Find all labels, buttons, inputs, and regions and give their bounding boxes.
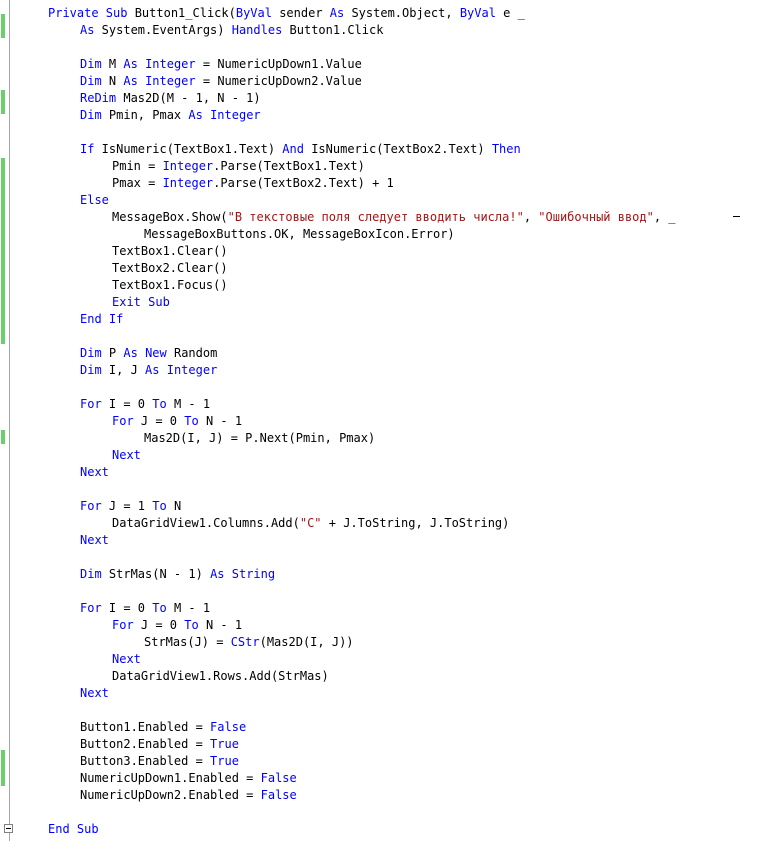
- keyword-token: False: [260, 788, 297, 802]
- keyword-token: Next: [80, 686, 109, 700]
- code-line[interactable]: [80, 345, 217, 362]
- keyword-token: As: [145, 363, 160, 377]
- keyword-token: False: [210, 720, 247, 734]
- string-token: "C": [299, 516, 322, 530]
- keyword-token: Dim: [80, 74, 102, 88]
- code-token: NumericUpDown2.Enabled =: [80, 788, 261, 802]
- code-token: MessageBox.Show(: [112, 210, 228, 224]
- code-line[interactable]: [80, 685, 109, 702]
- code-line[interactable]: [80, 719, 246, 736]
- keyword-token: Integer: [166, 363, 218, 377]
- code-token: Button1.Enabled =: [80, 720, 211, 734]
- code-token: NumericUpDown1.Enabled =: [80, 771, 261, 785]
- code-token: Mas2D(I, J) = P.Next(Pmin, Pmax): [144, 431, 376, 445]
- keyword-token: As: [123, 57, 138, 71]
- code-token: J = 0: [133, 414, 185, 428]
- code-token: M - 1: [166, 601, 211, 615]
- code-token: Button1.Click: [282, 23, 384, 37]
- code-line[interactable]: [144, 430, 375, 447]
- code-line[interactable]: [112, 651, 141, 668]
- code-token: DataGridView1.Columns.Add(: [112, 516, 300, 530]
- keyword-token: As: [210, 567, 225, 581]
- code-line[interactable]: [144, 226, 455, 243]
- keyword-token: Next: [80, 465, 109, 479]
- keyword-token: Dim: [80, 57, 102, 71]
- code-line[interactable]: [112, 447, 141, 464]
- keyword-token: To: [184, 414, 199, 428]
- keyword-token: Private Sub: [48, 6, 128, 20]
- code-line[interactable]: [80, 73, 362, 90]
- code-line[interactable]: [80, 566, 275, 583]
- change-indicator-bar: [1, 14, 5, 38]
- keyword-token: Integer: [162, 176, 214, 190]
- text-caret: [733, 216, 740, 217]
- code-token: M - 1: [166, 397, 211, 411]
- code-token: N: [166, 499, 182, 513]
- code-token: , _: [653, 210, 676, 224]
- keyword-token: Then: [491, 142, 521, 156]
- keyword-token: If: [80, 142, 95, 156]
- code-line[interactable]: [48, 821, 99, 838]
- code-token: [203, 108, 210, 122]
- code-token: Button2.Enabled =: [80, 737, 211, 751]
- code-token: = NumericUpDown2.Value: [195, 74, 362, 88]
- code-token: [138, 57, 145, 71]
- keyword-token: Dim: [80, 567, 102, 581]
- keyword-token: For: [80, 601, 102, 615]
- change-indicator-bar: [1, 750, 5, 786]
- code-line[interactable]: [80, 464, 109, 481]
- code-token: [160, 363, 167, 377]
- code-line[interactable]: [112, 209, 676, 226]
- keyword-token: New: [145, 346, 167, 360]
- code-line[interactable]: [80, 396, 210, 413]
- code-token: IsNumeric(TextBox1.Text): [94, 142, 283, 156]
- code-line[interactable]: [80, 192, 109, 209]
- keyword-token: As: [80, 23, 95, 37]
- code-token: TextBox2.Clear(): [112, 261, 228, 275]
- code-line[interactable]: [112, 158, 365, 175]
- code-token: I = 0: [101, 397, 153, 411]
- code-line[interactable]: [80, 22, 383, 39]
- keyword-token: To: [152, 601, 167, 615]
- keyword-token: Dim: [80, 363, 102, 377]
- code-token: .Parse(TextBox2.Text) + 1: [213, 176, 394, 190]
- keyword-token: As: [123, 74, 138, 88]
- code-token: e _: [495, 6, 525, 20]
- code-token: N: [101, 74, 124, 88]
- code-token: M: [101, 57, 124, 71]
- keyword-token: Dim: [80, 108, 102, 122]
- keyword-token: Next: [112, 652, 141, 666]
- keyword-token: To: [152, 397, 167, 411]
- code-token: (Mas2D(I, J)): [259, 635, 354, 649]
- code-line[interactable]: [80, 532, 109, 549]
- code-token: Mas2D(M - 1, N - 1): [116, 91, 261, 105]
- code-token: = NumericUpDown1.Value: [195, 57, 362, 71]
- collapse-outline-icon[interactable]: [4, 824, 13, 833]
- code-line[interactable]: [80, 141, 521, 158]
- code-line[interactable]: [80, 787, 297, 804]
- code-token: [225, 567, 232, 581]
- code-line[interactable]: [112, 515, 509, 532]
- keyword-token: ByVal: [235, 6, 272, 20]
- keyword-token: Next: [80, 533, 109, 547]
- code-line[interactable]: [112, 413, 242, 430]
- code-line[interactable]: [112, 175, 394, 192]
- keyword-token: As: [188, 108, 203, 122]
- keyword-token: Dim: [80, 346, 102, 360]
- code-token: I = 0: [101, 601, 153, 615]
- keyword-token: End If: [80, 312, 124, 326]
- keyword-token: For: [112, 618, 134, 632]
- keyword-token: True: [210, 754, 239, 768]
- keyword-token: For: [112, 414, 134, 428]
- code-line[interactable]: [112, 260, 228, 277]
- keyword-token: As: [123, 346, 138, 360]
- code-token: P: [101, 346, 124, 360]
- code-token: Pmax =: [112, 176, 163, 190]
- keyword-token: As: [329, 6, 345, 20]
- keyword-token: End Sub: [48, 822, 99, 836]
- code-line[interactable]: [80, 56, 362, 73]
- code-token: Pmin =: [112, 159, 163, 173]
- code-token: [138, 74, 145, 88]
- code-line[interactable]: [112, 294, 170, 311]
- code-token: System.EventArgs): [94, 23, 232, 37]
- keyword-token: Next: [112, 448, 141, 462]
- keyword-token: ReDim: [80, 91, 117, 105]
- change-indicator-bar: [1, 90, 5, 114]
- keyword-token: String: [231, 567, 276, 581]
- keyword-token: For: [80, 499, 102, 513]
- code-line[interactable]: [80, 107, 261, 124]
- keyword-token: Integer: [210, 108, 261, 122]
- code-line[interactable]: [112, 617, 242, 634]
- code-line[interactable]: [48, 5, 525, 22]
- code-token: TextBox1.Clear(): [112, 244, 228, 258]
- code-line[interactable]: [80, 311, 123, 328]
- keyword-token: To: [184, 618, 199, 632]
- code-token: Pmin, Pmax: [101, 108, 189, 122]
- keyword-token: Integer: [162, 159, 214, 173]
- keyword-token: Exit Sub: [112, 295, 170, 309]
- editor-gutter: [0, 0, 14, 841]
- code-token: TextBox1.Focus(): [112, 278, 228, 292]
- change-indicator-bar: [1, 158, 5, 344]
- code-token: Button3.Enabled =: [80, 754, 211, 768]
- string-token: "В текстовые поля следует вводить числа!": [227, 210, 524, 224]
- code-token: MessageBoxButtons.OK, MessageBoxIcon.Error): [144, 227, 455, 241]
- code-line[interactable]: [80, 600, 210, 617]
- code-token: N - 1: [198, 618, 243, 632]
- code-token: StrMas(J) =: [144, 635, 231, 649]
- code-token: J = 0: [133, 618, 185, 632]
- change-indicator-bar: [1, 430, 5, 444]
- keyword-token: Integer: [145, 74, 196, 88]
- code-token: DataGridView1.Rows.Add(StrMas): [112, 669, 329, 683]
- code-token: .Parse(TextBox1.Text): [213, 159, 365, 173]
- code-token: IsNumeric(TextBox2.Text): [303, 142, 492, 156]
- code-token: [138, 346, 145, 360]
- code-line[interactable]: [80, 770, 297, 787]
- code-token: Random: [166, 346, 218, 360]
- code-token: Button1_Click(: [127, 6, 236, 20]
- code-token: ,: [523, 210, 539, 224]
- code-token: StrMas(N - 1): [101, 567, 211, 581]
- string-token: "Ошибочный ввод": [538, 210, 654, 224]
- code-line[interactable]: [144, 634, 354, 651]
- keyword-token: For: [80, 397, 102, 411]
- keyword-token: Else: [80, 193, 109, 207]
- code-token: N - 1: [198, 414, 243, 428]
- code-token: System.Object,: [344, 6, 460, 20]
- code-line[interactable]: [112, 277, 228, 294]
- code-token: sender: [271, 6, 330, 20]
- keyword-token: True: [210, 737, 239, 751]
- keyword-token: False: [260, 771, 297, 785]
- code-line[interactable]: [80, 362, 217, 379]
- code-line[interactable]: [80, 498, 181, 515]
- keyword-token: Handles: [231, 23, 283, 37]
- keyword-token: CStr: [230, 635, 260, 649]
- margin-divider: [9, 0, 10, 841]
- code-line[interactable]: [112, 243, 228, 260]
- code-line[interactable]: [80, 736, 239, 753]
- keyword-token: To: [152, 499, 167, 513]
- code-line[interactable]: [112, 668, 329, 685]
- code-line[interactable]: [80, 90, 261, 107]
- keyword-token: And: [282, 142, 304, 156]
- keyword-token: ByVal: [459, 6, 496, 20]
- keyword-token: Integer: [145, 57, 196, 71]
- code-line[interactable]: [80, 753, 239, 770]
- code-token: I, J: [101, 363, 146, 377]
- code-token: J = 1: [101, 499, 153, 513]
- code-token: + J.ToString, J.ToString): [321, 516, 510, 530]
